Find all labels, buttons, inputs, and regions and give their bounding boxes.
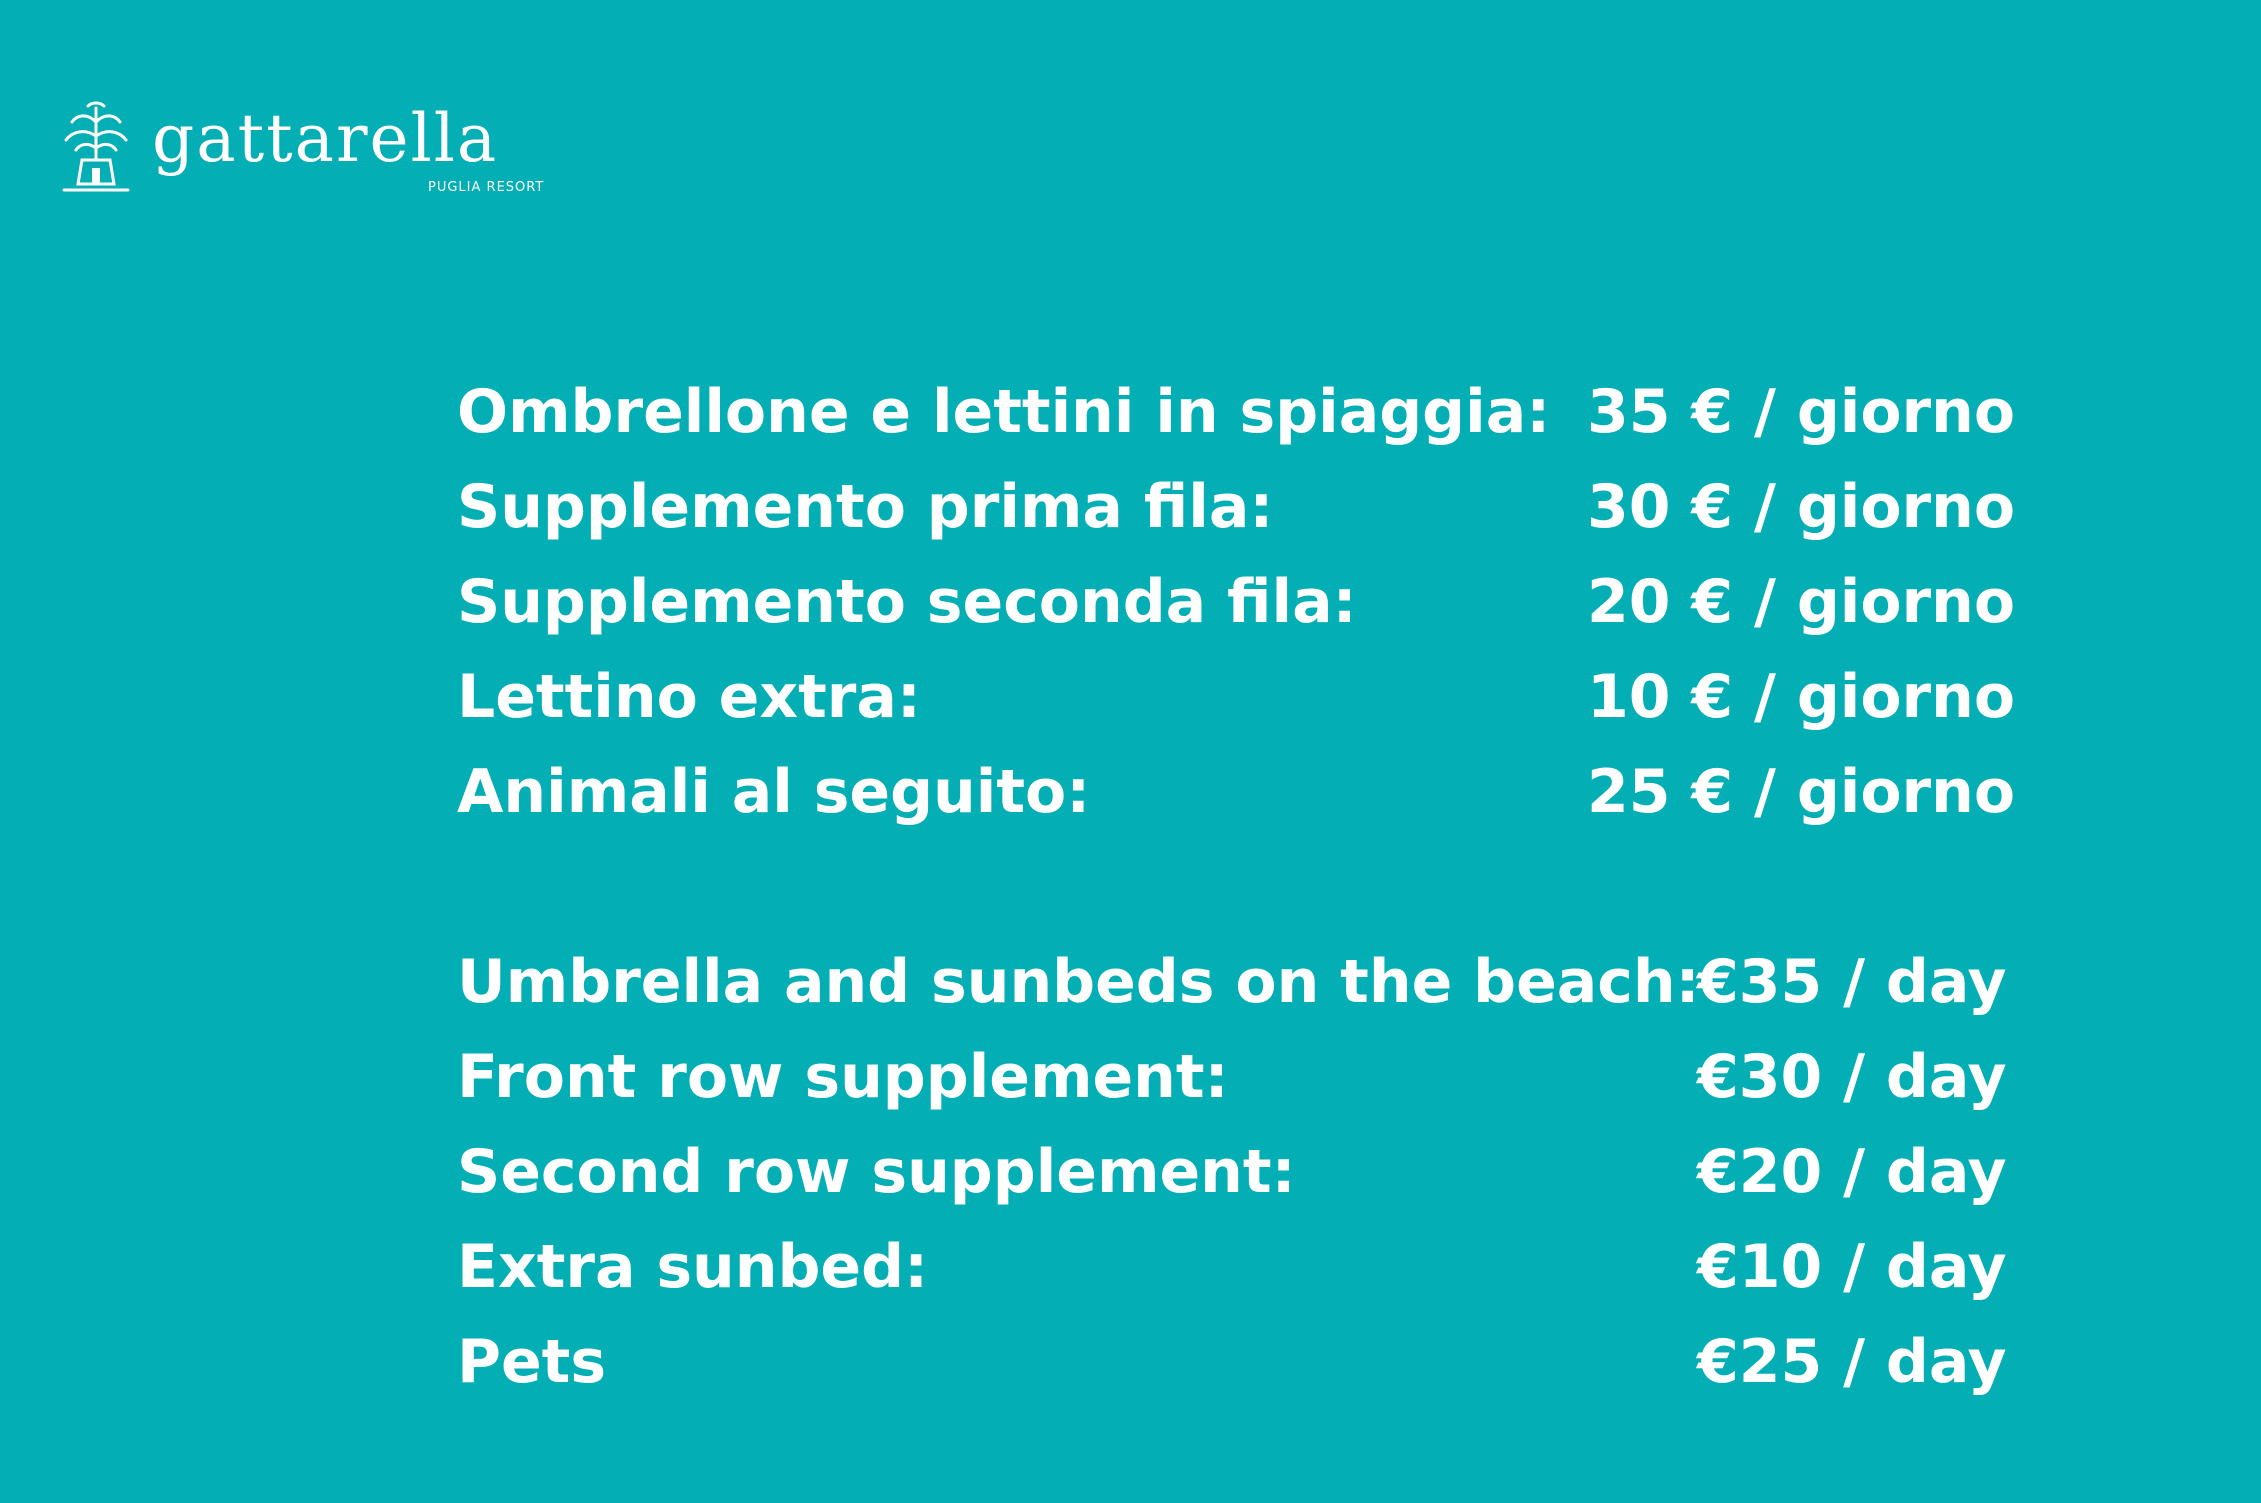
price-value: €30 / day (1697, 1042, 2007, 1112)
price-label: Second row supplement: (457, 1137, 1296, 1207)
price-value: 30 € / giorno (1587, 472, 2016, 542)
brand-tagline: PUGLIA RESORT (428, 180, 545, 195)
price-label: Animali al seguito: (457, 757, 1091, 827)
price-list-italian (457, 365, 2057, 840)
price-value: €25 / day (1697, 1327, 2007, 1397)
brand-logo (60, 100, 545, 200)
price-value: €20 / day (1697, 1137, 2007, 1207)
price-row (457, 650, 2057, 745)
price-row (457, 1125, 2057, 1220)
tree-tower-icon (60, 100, 132, 196)
price-label: Supplemento seconda fila: (457, 567, 1357, 637)
price-value: €35 / day (1697, 947, 2007, 1017)
price-row (457, 1030, 2057, 1125)
price-label: Front row supplement: (457, 1042, 1229, 1112)
price-row (457, 460, 2057, 555)
price-value: 20 € / giorno (1587, 567, 2016, 637)
price-value: 10 € / giorno (1587, 662, 2016, 732)
brand-name: gattarella (152, 100, 499, 177)
price-label: Extra sunbed: (457, 1232, 929, 1302)
price-value: 35 € / giorno (1587, 377, 2016, 447)
price-label: Ombrellone e lettini in spiaggia: (457, 377, 1551, 447)
price-list-english (457, 935, 2057, 1410)
price-value: 25 € / giorno (1587, 757, 2016, 827)
price-label: Lettino extra: (457, 662, 921, 732)
price-row (457, 365, 2057, 460)
price-label: Supplemento prima fila: (457, 472, 1274, 542)
price-label: Umbrella and sunbeds on the beach: (457, 947, 1700, 1017)
price-value: €10 / day (1697, 1232, 2007, 1302)
price-row (457, 555, 2057, 650)
price-row (457, 935, 2057, 1030)
price-row (457, 1220, 2057, 1315)
price-row (457, 1315, 2057, 1410)
price-label: Pets (457, 1327, 607, 1397)
price-row (457, 745, 2057, 840)
